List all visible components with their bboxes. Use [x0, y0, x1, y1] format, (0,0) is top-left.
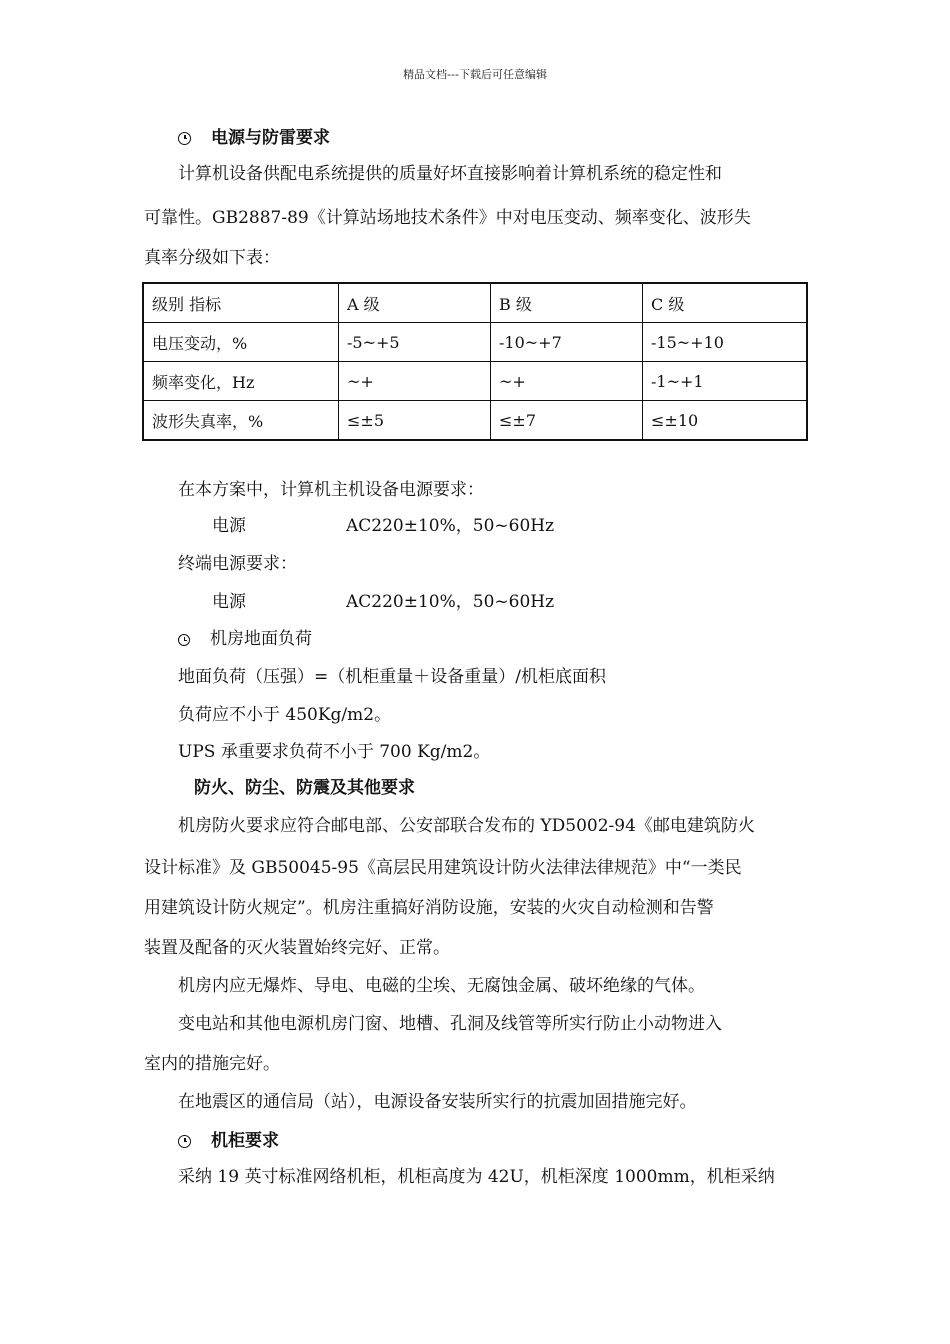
page-header: 精品文档---下载后可任意编辑 [403, 68, 547, 81]
fire-heading: 防火、防尘、防震及其他要求 [194, 778, 415, 798]
table-cell: ≤±10 [643, 401, 808, 441]
section-title: 电源与防雷要求 [211, 128, 330, 148]
table-row [143, 401, 807, 441]
host-power-label: 电源 [212, 516, 246, 536]
floor-title: 机房地面负荷 [210, 629, 312, 649]
table-cell: -5~+5 [339, 323, 491, 362]
paragraph-line: 真率分级如下表： [144, 248, 280, 268]
table-cell: -10~+7 [491, 323, 643, 362]
table-cell: 波形失真率，% [143, 401, 339, 441]
power-req-intro: 在本方案中，计算机主机设备电源要求： [178, 480, 484, 500]
paragraph-line: 机房防火要求应符合邮电部、公安部联合发布的 YD5002-94《邮电建筑防火 [178, 816, 755, 836]
paragraph-line: 计算机设备供配电系统提供的质量好坏直接影响着计算机系统的稳定性和 [178, 164, 722, 184]
paragraph-line: 可靠性。GB2887-89《计算站场地技术条件》中对电压变动、频率变化、波形失 [144, 208, 751, 228]
paragraph-line: 机房内应无爆炸、导电、电磁的尘埃、无腐蚀金属、破坏绝缘的气体。 [178, 976, 705, 996]
power-quality-table [142, 282, 808, 441]
clock-bullet-icon [178, 1135, 191, 1148]
table-row [143, 362, 807, 401]
host-power-line [212, 516, 554, 536]
cabinet-title: 机柜要求 [211, 1131, 279, 1151]
table-header-cell: 级别 指标 [143, 283, 339, 323]
paragraph-line: 变电站和其他电源机房门窗、地槽、孔洞及线管等所实行防止小动物进入 [178, 1014, 722, 1034]
table-row [143, 323, 807, 362]
terminal-power-value: AC220±10%，50~60Hz [346, 592, 555, 612]
section-heading-power [178, 128, 330, 148]
terminal-power-label: 电源 [212, 592, 246, 612]
paragraph-line: UPS 承重要求负荷不小于 700 Kg/m2。 [178, 742, 491, 762]
clock-bullet-icon [178, 634, 190, 646]
terminal-power-line [212, 592, 554, 612]
table-cell: ≤±5 [339, 401, 491, 441]
paragraph-line: 用建筑设计防火规定”。机房注重搞好消防设施，安装的火灾自动检测和告警 [144, 898, 714, 918]
paragraph-line: 负荷应不小于 450Kg/m2。 [178, 705, 392, 725]
table-header-row [143, 283, 807, 323]
table-cell: -1~+1 [643, 362, 808, 401]
paragraph-line: 设计标准》及 GB50045-95《高层民用建筑设计防火法律法律规范》中“一类民 [144, 858, 742, 878]
table-header-cell: A 级 [339, 283, 491, 323]
paragraph-line: 室内的措施完好。 [144, 1054, 280, 1074]
paragraph-line: 地面负荷（压强）=（机柜重量＋设备重量）/机柜底面积 [178, 667, 606, 687]
paragraph-line: 在地震区的通信局（站），电源设备安装所实行的抗震加固措施完好。 [178, 1092, 697, 1112]
cabinet-heading [178, 1131, 279, 1151]
host-power-value: AC220±10%，50~60Hz [346, 516, 555, 536]
paragraph-line: 装置及配备的灭火装置始终完好、正常。 [144, 938, 450, 958]
terminal-power-intro: 终端电源要求： [178, 554, 297, 574]
table-cell: ~+ [339, 362, 491, 401]
table-cell: ~+ [491, 362, 643, 401]
floor-heading [178, 629, 312, 649]
table-cell: 电压变动，% [143, 323, 339, 362]
table-header-cell: C 级 [643, 283, 808, 323]
table-header-cell: B 级 [491, 283, 643, 323]
paragraph-line: 采纳 19 英寸标准网络机柜，机柜高度为 42U，机柜深度 1000mm，机柜采纳 [178, 1167, 775, 1187]
table-cell: ≤±7 [491, 401, 643, 441]
clock-bullet-icon [178, 132, 191, 145]
table-cell: -15~+10 [643, 323, 808, 362]
table-cell: 频率变化，Hz [143, 362, 339, 401]
